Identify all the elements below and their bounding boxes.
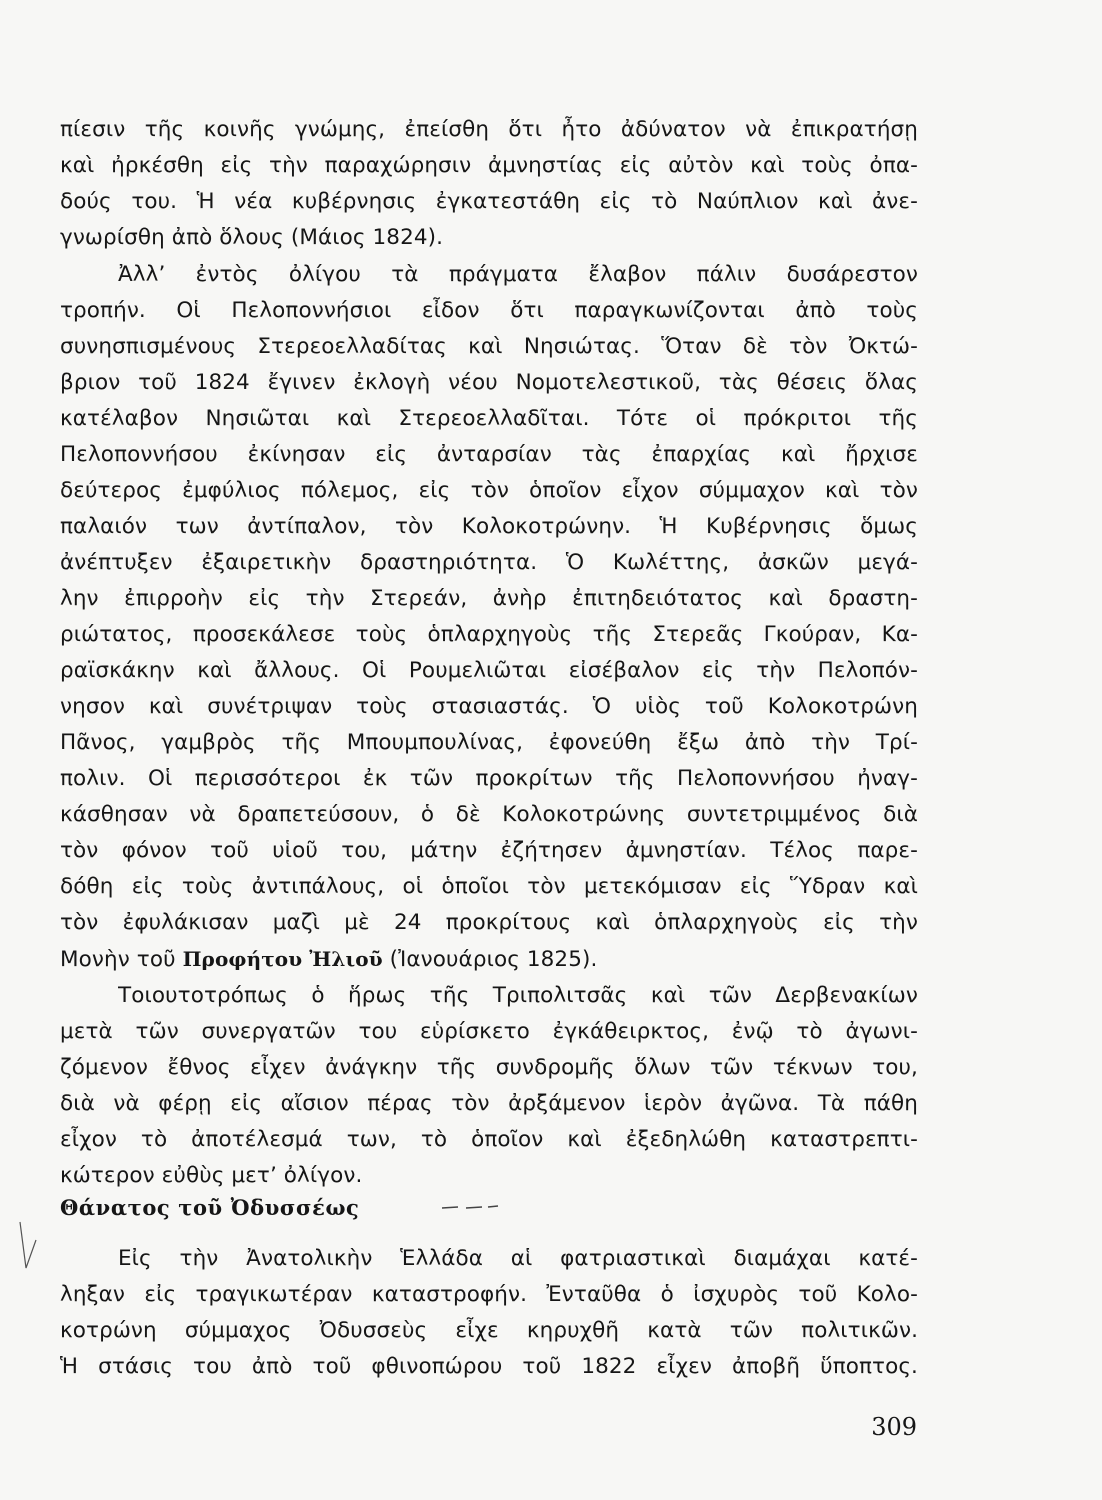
text-line: τὸν ἐφυλάκισαν μαζὶ μὲ 24 προκρίτους καὶ ὁπλαρχηγοὺς εἰς τὴν xyxy=(60,910,918,935)
line-suffix: (Ἰανουάριος 1825). xyxy=(382,947,598,972)
text-line: πολιν. Οἱ περισσότεροι ἐκ τῶν προκρίτων τῆς Πελοποννήσου ἠναγ- xyxy=(60,766,918,791)
text-line: παλαιόν των ἀντίπαλον, τὸν Κολοκοτρώνην. Ἡ Κυβέρνησις ὅμως xyxy=(60,514,918,539)
text-line: τροπήν. Οἱ Πελοποννήσιοι εἶδον ὅτι παραγκωνίζονται ἀπὸ τοὺς xyxy=(60,298,918,323)
text-line: ληξαν εἰς τραγικωτέραν καταστροφήν. Ἐνταῦθα ὁ ἰσχυρὸς τοῦ Κολο- xyxy=(60,1282,918,1307)
text-line: καὶ ἠρκέσθη εἰς τὴν παραχώρησιν ἀμνηστίας εἰς αὐτὸν καὶ τοὺς ὀπα- xyxy=(60,153,918,178)
pencil-dash-mark xyxy=(440,1200,500,1214)
text-line: Ἡ στάσις του ἀπὸ τοῦ φθινοπώρου τοῦ 1822 εἶχεν ἀποβῆ ὕποπτος. xyxy=(60,1354,918,1379)
text-line: δούς του. Ἡ νέα κυβέρνησις ἐγκατεστάθη εἰς τὸ Ναύπλιον καὶ ἀνε- xyxy=(60,189,918,214)
text-line: ζόμενον ἔθνος εἶχεν ἀνάγκην τῆς συνδρομῆς ὅλων τῶν τέκνων του, xyxy=(60,1055,918,1080)
text-line: βριον τοῦ 1824 ἔγινεν ἐκλογὴ νέου Νομοτελεστικοῦ, τὰς θέσεις ὅλας xyxy=(60,370,918,395)
text-line: δόθη εἰς τοὺς ἀντιπάλους, οἱ ὁποῖοι τὸν μετεκόμισαν εἰς Ὕδραν καὶ xyxy=(60,874,918,899)
text-line: κάσθησαν νὰ δραπετεύσουν, ὁ δὲ Κολοκοτρώνης συντετριμμένος διὰ xyxy=(60,802,918,827)
text-line: κατέλαβον Νησιῶται καὶ Στερεοελλαδῖται. Τότε οἱ πρόκριτοι τῆς xyxy=(60,406,918,431)
page-number: 309 xyxy=(871,1413,917,1441)
text-line: δεύτερος ἐμφύλιος πόλεμος, εἰς τὸν ὁποῖον εἶχον σύμμαχον καὶ τὸν xyxy=(60,478,918,503)
text-line: συνησπισμένους Στερεοελλαδίτας καὶ Νησιώτας. Ὅταν δὲ τὸν Ὀκτώ- xyxy=(60,334,918,359)
line-prefix: Μονὴν τοῦ xyxy=(60,947,183,972)
text-line: νησον καὶ συνέτριψαν τοὺς στασιαστάς. Ὁ υἱὸς τοῦ Κολοκοτρώνη xyxy=(60,694,918,719)
margin-pencil-mark xyxy=(12,1220,42,1270)
text-line: κώτερον εὐθὺς μετ’ ὀλίγον. xyxy=(60,1163,363,1188)
text-line: διὰ νὰ φέρῃ εἰς αἴσιον πέρας τὸν ἀρξάμενον ἱερὸν ἀγῶνα. Τὰ πάθη xyxy=(60,1091,918,1116)
text-line: Τοιουτοτρόπως ὁ ἥρως τῆς Τριπολιτσᾶς καὶ τῶν Δερβενακίων xyxy=(118,983,918,1008)
text-line: Πᾶνος, γαμβρὸς τῆς Μπουμπουλίνας, ἐφονεύθη ἔξω ἀπὸ τὴν Τρί- xyxy=(60,730,918,755)
text-line: λην ἐπιρροὴν εἰς τὴν Στερεάν, ἀνὴρ ἐπιτηδειότατος καὶ δραστη- xyxy=(60,586,918,611)
text-line: κοτρώνη σύμμαχος Ὀδυσσεὺς εἶχε κηρυχθῆ κατὰ τῶν πολιτικῶν. xyxy=(60,1318,918,1343)
text-line: Εἰς τὴν Ἀνατολικὴν Ἑλλάδα αἱ φατριαστικαὶ διαμάχαι κατέ- xyxy=(118,1246,918,1271)
text-line: ριώτατος, προσεκάλεσε τοὺς ὁπλαρχηγοὺς τῆς Στερεᾶς Γκούραν, Κα- xyxy=(60,622,918,647)
text-line: γνωρίσθη ἀπὸ ὅλους (Μάιος 1824). xyxy=(60,225,444,250)
text-line: Ἀλλ’ ἐντὸς ὀλίγου τὰ πράγματα ἔλαβον πάλιν δυσάρεστον xyxy=(118,262,918,287)
section-heading: Θάνατος τοῦ Ὀδυσσέως xyxy=(60,1195,360,1220)
text-line: τὸν φόνον τοῦ υἱοῦ του, μάτην ἐζήτησεν ἀμνηστίαν. Τέλος παρε- xyxy=(60,838,918,863)
text-line: ἀνέπτυξεν ἐξαιρετικὴν δραστηριότητα. Ὁ Κωλέττης, ἀσκῶν μεγά- xyxy=(60,550,918,575)
text-line: ραϊσκάκην καὶ ἄλλους. Οἱ Ρουμελιῶται εἰσέβαλον εἰς τὴν Πελοπόν- xyxy=(60,658,918,683)
bold-name: Προφήτου Ἠλιοῦ xyxy=(182,947,383,971)
text-line: εἶχον τὸ ἀποτέλεσμά των, τὸ ὁποῖον καὶ ἐξεδηλώθη καταστρεπτι- xyxy=(60,1127,918,1152)
monastery-line xyxy=(60,942,918,976)
text-line: Πελοποννήσου ἐκίνησαν εἰς ἀνταρσίαν τὰς ἐπαρχίας καὶ ἤρχισε xyxy=(60,442,918,467)
text-line: πίεσιν τῆς κοινῆς γνώμης, ἐπείσθη ὅτι ἦτο ἀδύνατον νὰ ἐπικρατήσῃ xyxy=(60,117,918,142)
text-line: μετὰ τῶν συνεργατῶν του εὑρίσκετο ἐγκάθειρκτος, ἐνῷ τὸ ἀγωνι- xyxy=(60,1019,918,1044)
